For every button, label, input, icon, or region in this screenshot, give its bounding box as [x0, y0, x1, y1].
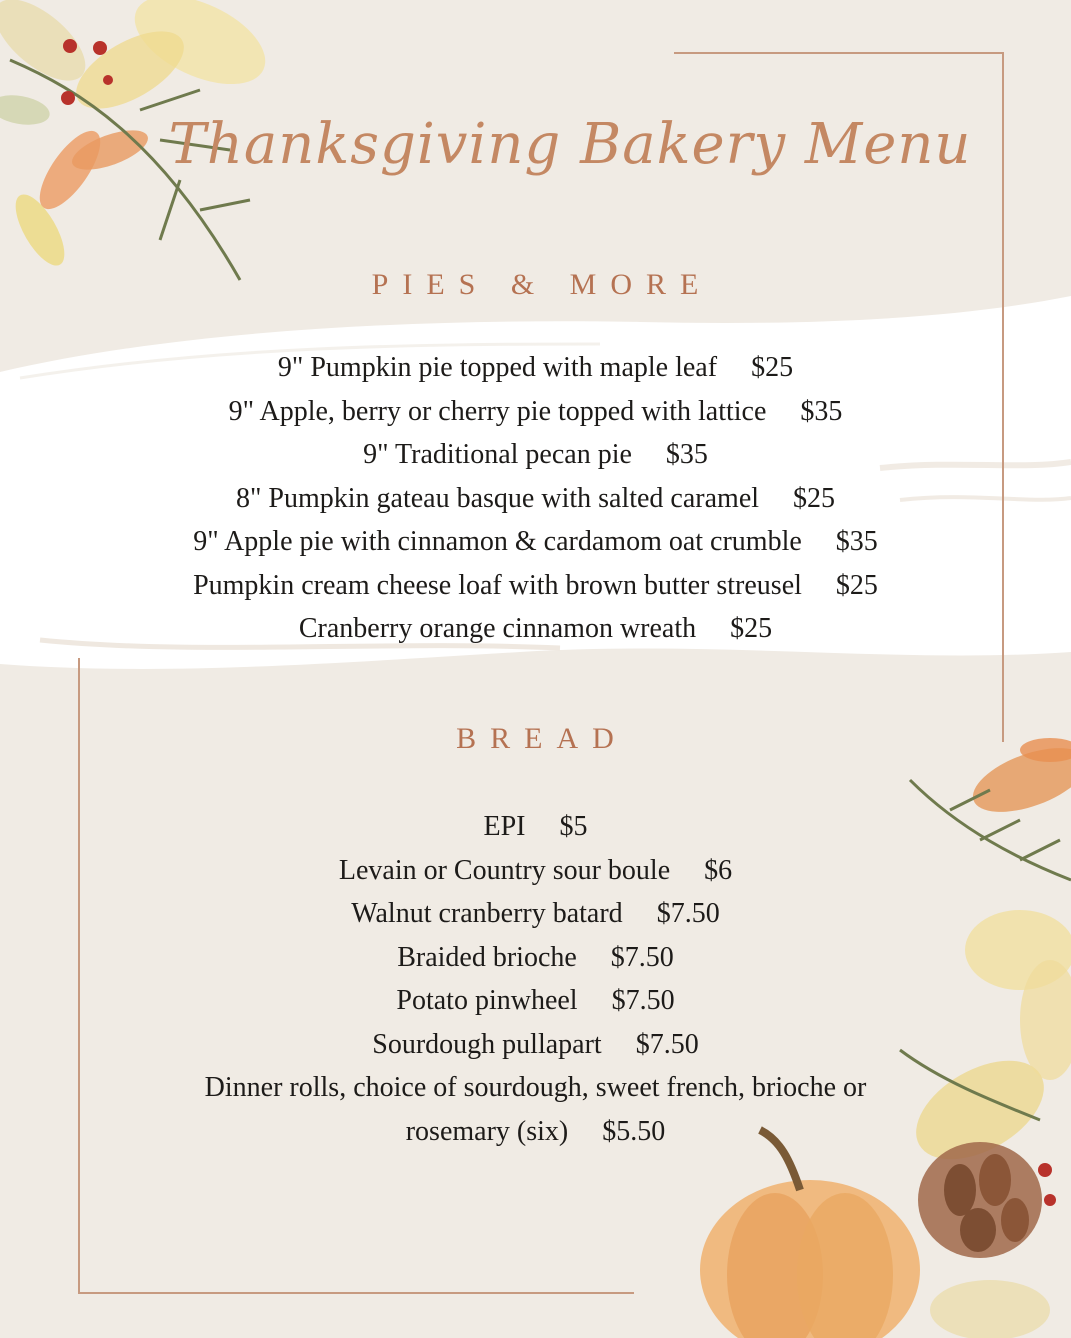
- item-price: $35: [800, 395, 843, 427]
- list-item: [0, 607, 1071, 651]
- item-name: 9" Traditional pecan pie: [363, 439, 632, 470]
- item-price: $35: [835, 526, 878, 557]
- list-item: [0, 477, 1071, 521]
- item-name: Pumpkin cream cheese loaf with brown butter streusel: [193, 569, 802, 601]
- list-item: [0, 564, 1071, 608]
- list-item: [0, 1066, 1071, 1153]
- item-name: Cranberry orange cinnamon wreath: [298, 613, 697, 644]
- item-name: Walnut cranberry batard: [351, 898, 623, 929]
- list-item: [0, 979, 1071, 1023]
- section-heading-pies: PIES & MORE: [371, 268, 713, 301]
- item-name: 9" Pumpkin pie topped with maple leaf: [277, 352, 718, 383]
- item-price: $25: [835, 569, 878, 601]
- section-heading-bread: BREAD: [456, 722, 628, 755]
- item-price: $35: [665, 439, 708, 470]
- bread-list: [0, 805, 1071, 1153]
- item-name: 9" Apple pie with cinnamon & cardamom oat crumble: [193, 526, 802, 557]
- item-name: 9" Apple, berry or cherry pie topped with lattice: [228, 395, 767, 427]
- item-price: $25: [793, 482, 836, 514]
- item-name: Potato pinwheel: [396, 985, 578, 1016]
- item-name: rosemary (six): [405, 1115, 569, 1147]
- list-item: [0, 390, 1071, 434]
- item-price: $25: [751, 352, 794, 383]
- list-item: [0, 1023, 1071, 1067]
- item-price: $7.50: [611, 985, 675, 1016]
- list-item: [0, 936, 1071, 980]
- list-item: [0, 805, 1071, 849]
- item-name: Dinner rolls, choice of sourdough, sweet french, brioche or: [204, 1072, 867, 1103]
- menu-title: Thanksgiving Bakery Menu: [168, 112, 972, 177]
- item-name: EPI: [483, 811, 526, 842]
- item-price: $6: [704, 854, 733, 886]
- item-name-continued: [0, 1110, 1071, 1154]
- item-price: $25: [730, 613, 773, 644]
- list-item: [0, 849, 1071, 893]
- list-item: [0, 433, 1071, 477]
- pies-list: [0, 346, 1071, 651]
- list-item: [0, 346, 1071, 390]
- item-price: $7.50: [656, 898, 720, 929]
- list-item: [0, 520, 1071, 564]
- item-name: Sourdough pullapart: [372, 1028, 602, 1060]
- item-price: $7.50: [635, 1028, 699, 1060]
- item-price: $7.50: [610, 941, 674, 973]
- item-name: 8" Pumpkin gateau basque with salted caramel: [235, 482, 760, 514]
- item-price: $5: [559, 811, 588, 842]
- item-name: Braided brioche: [397, 941, 577, 973]
- list-item: [0, 892, 1071, 936]
- item-price: $5.50: [602, 1115, 666, 1147]
- item-name: Levain or Country sour boule: [338, 854, 671, 886]
